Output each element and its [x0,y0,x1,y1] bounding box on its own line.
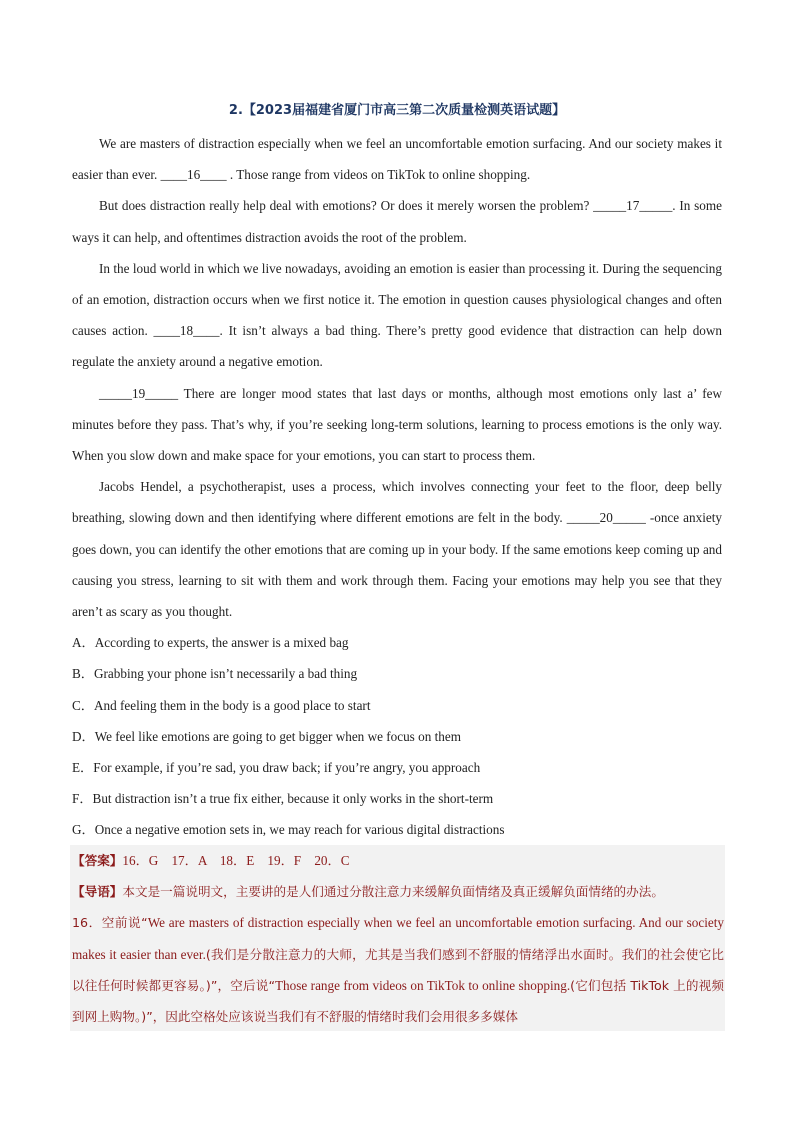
blank-20: _____20_____ [566,510,646,526]
passage-paragraph-5 [72,471,722,627]
blank-16: ____16____ [160,167,227,183]
guide-line [72,876,724,907]
paragraph-text: Jacobs Hendel, a psychotherapist, uses a process, which involves connecting your feet to the floor, deep belly breathing, slowing down and then identifying where different emotions are felt in the body. [72,479,722,526]
explanation-mid: ”，空后说“ [210,977,275,993]
paragraph-text: . In some ways it can help, and oftentimes distraction avoids the root of the problem. [72,198,723,245]
explanation-prefix: 16．空前说“ [72,915,148,931]
passage [72,128,722,846]
passage-paragraph-2 [72,190,722,252]
option-f: F．But distraction isn’t a true fix either, because it only works in the short-term [72,791,494,807]
explanation-16 [72,907,724,1032]
explanation-suffix: ”，因此空格处应该说当我们有不舒服的情绪时我们会用很多多媒体 [146,1009,518,1025]
paragraph-text: We are masters of distraction especially when we feel an uncomfortable emotion surfacing. And our society makes it easier than ever. [72,136,722,183]
paragraph-text: -once anxiety goes down, you can identify the other emotions that are coming up in your body. If the same emotions keep coming up and causing you stress, learning to sit with them and work through them. Facing your emotions may help you see that they aren’t as scary as you thought. [72,510,722,620]
option-a: A．According to experts, the answer is a mixed bag [72,635,349,651]
blank-18: ____18____ [153,323,220,339]
passage-paragraph-1 [72,128,722,190]
paragraph-text: In the loud world in which we live nowadays, avoiding an emotion is easier than processing it. During the sequencing of an emotion, distraction occurs when we first notice it. The emotion in question causes physiological changes and often causes action. [72,260,722,339]
paragraph-text: . It isn’t always a bad thing. There’s pretty good evidence that distraction can help down regulate the anxiety around a negative emotion. [72,323,723,370]
paragraph-text: . Those range from videos on TikTok to online shopping. [226,167,531,183]
question-title: 2.【2023届福建省厦门市高三第二次质量检测英语试题】 [228,103,566,118]
guide-text: 本文是一篇说明文，主要讲的是人们通过分散注意力来缓解负面情绪及真正缓解负面情绪的办法。 [122,884,664,900]
explanation-quote2-en: Those range from videos on TikTok to online shopping. [275,977,571,993]
answer-key: 16．G 17．A 18．E 19．F 20．C [122,853,350,868]
passage-paragraph-3 [72,253,722,378]
paragraph-text: But does distraction really help deal with emotions? Or does it merely worsen the problem? [99,198,594,214]
option-e: E．For example, if you’re sad, you draw back; if you’re angry, you approach [72,760,481,776]
passage-paragraph-4 [72,378,722,472]
answer-line [72,845,724,876]
option-d: D．We feel like emotions are going to get bigger when we focus on them [72,728,461,744]
explanation-quote2-cn: (它们包括 TikTok 上的视频到网上购物。) [72,977,724,1025]
explanation-quote-cn: (我们是分散注意力的大师，尤其是当我们感到不舒服的情绪浮出水面时。我们的社会使它比以往任何时候都更容易。) [72,946,724,993]
option-g: G．Once a negative emotion sets in, we may reach for various digital distractions [72,822,505,838]
option-c: C．And feeling them in the body is a good place to start [72,697,371,713]
option-b: B．Grabbing your phone isn’t necessarily a bad thing [72,666,358,682]
answer-section [72,845,724,1032]
guide-label: 【导语】 [72,884,123,900]
blank-17: _____17_____ [593,198,673,214]
answer-label: 【答案】 [72,853,123,868]
explanation-quote-en: We are masters of distraction especially when we feel an uncomfortable emotion surfacing. And our society makes it easier than ever. [72,915,724,962]
blank-19: _____19_____ [99,385,179,401]
paragraph-text: There are longer mood states that last days or months, although most emotions only last a’ few minutes before they pass. That’s why, if you’re seeking long-term solutions, learning to process emotions is the only way. When you slow down and make space for your emotions, you can start to process them. [72,385,722,464]
